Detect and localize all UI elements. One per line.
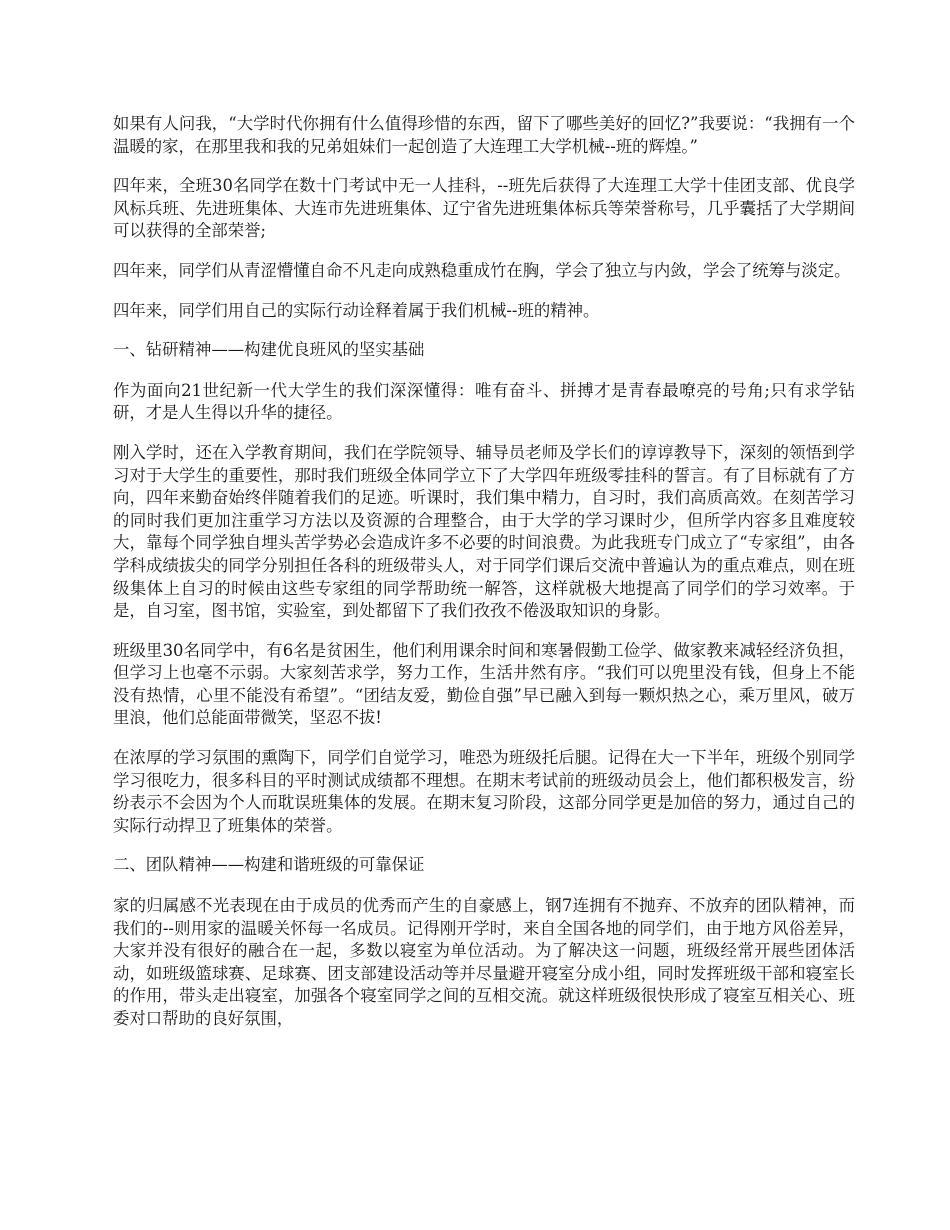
paragraph-study: 刚入学时，还在入学教育期间，我们在学院领导、辅导员老师及学长们的谆谆教导下，深刻的领悟到学习对于大学生的重要性，那时我们班级全体同学立下了大学四年班级零挂科的誓言。有了目标就有了方向，四年来勤奋始终伴随着我们的足迹。听课时，我们集中精力，自习时，我们高质高效。在刻苦学习的同时我们更加注重学习方法以及资源的合理整合，由于大学的学习课时少，但所学内容多且难度较大，靠每个同学独自埋头苦学势必会造成许多不必要的时间浪费。为此我班专门成立了“专家组”，由各学科成绩拔尖的同学分别担任各科的班级带头人，对于同学们课后交流中普遍认为的重点难点，则在班级集体上自习的时候由这些专家组的同学帮助统一解答，这样就极大地提高了同学们的学习效率。于是，自习室，图书馆，实验室，到处都留下了我们孜孜不倦汲取知识的身影。 [113, 442, 855, 621]
section-heading-1: 一、钻研精神——构建优良班风的坚实基础 [113, 340, 425, 360]
paragraph-spirit: 四年来，同学们用自己的实际行动诠释着属于我们机械--班的精神。 [113, 300, 600, 320]
document-body [113, 113, 855, 1048]
paragraph-honors: 四年来，全班30名同学在数十门考试中无一人挂科，--班先后获得了大连理工大学十佳团支部、优良学风标兵班、先进班集体、大连市先进班集体、辽宁省先进班集体标兵等荣誉称号，几乎囊括了大学期间可以获得的全部荣誉; [113, 176, 855, 241]
paragraph-atmosphere: 在浓厚的学习氛围的熏陶下，同学们自觉学习，唯恐为班级托后腿。记得在大一下半年，班级个别同学学习很吃力，很多科目的平时测试成绩都不理想。在期末考试前的班级动员会上，他们都积极发言，纷纷表示不会因为个人而耽误班集体的发展。在期末复习阶段，这部分同学更是加倍的努力，通过自己的实际行动捍卫了班集体的荣誉。 [113, 748, 855, 835]
paragraph-poverty: 班级里30名同学中，有6名是贫困生，他们利用课余时间和寒暑假勤工俭学、做家教来减轻经济负担，但学习上也毫不示弱。大家刻苦求学，努力工作，生活井然有序。“我们可以兜里没有钱，但身上不能没有热情，心里不能没有希望”。“团结友爱，勤俭自强”早已融入到每一颗炽热之心，乘万里风，破万里浪，他们总能面带微笑，坚忍不拔! [113, 640, 855, 728]
paragraph-team: 家的归属感不光表现在由于成员的优秀而产生的自豪感上，钢7连拥有不抛弃、不放弃的团队精神，而我们的--则用家的温暖关怀每一名成员。记得刚开学时，来自全国各地的同学们，由于地方风俗差异，大家并没有很好的融合在一起，多数以寝室为单位活动。为了解决这一问题，班级经常开展些团体活动，如班级篮球赛、足球赛、团支部建设活动等并尽量避开寝室分成小组，同时发挥班级干部和寝室长的作用，带头走出寝室，加强各个寝室同学之间的互相交流。就这样班级很快形成了寝室互相关心、班委对口帮助的良好氛围， [113, 896, 855, 1028]
paragraph-struggle: 作为面向21世纪新一代大学生的我们深深懂得：唯有奋斗、拼搏才是青春最嘹亮的号角;只有求学钻研，才是人生得以升华的捷径。 [113, 380, 855, 423]
section-heading-2: 二、团队精神——构建和谐班级的可靠保证 [113, 855, 425, 875]
paragraph-intro: 如果有人问我，“大学时代你拥有什么值得珍惜的东西，留下了哪些美好的回忆?”我要说：“我拥有一个温暖的家，在那里我和我的兄弟姐妹们一起创造了大连理工大学机械--班的辉煌。” [113, 114, 855, 156]
paragraph-growth: 四年来，同学们从青涩懵懂自命不凡走向成熟稳重成竹在胸，学会了独立与内敛，学会了统筹与淡定。 [113, 260, 851, 280]
